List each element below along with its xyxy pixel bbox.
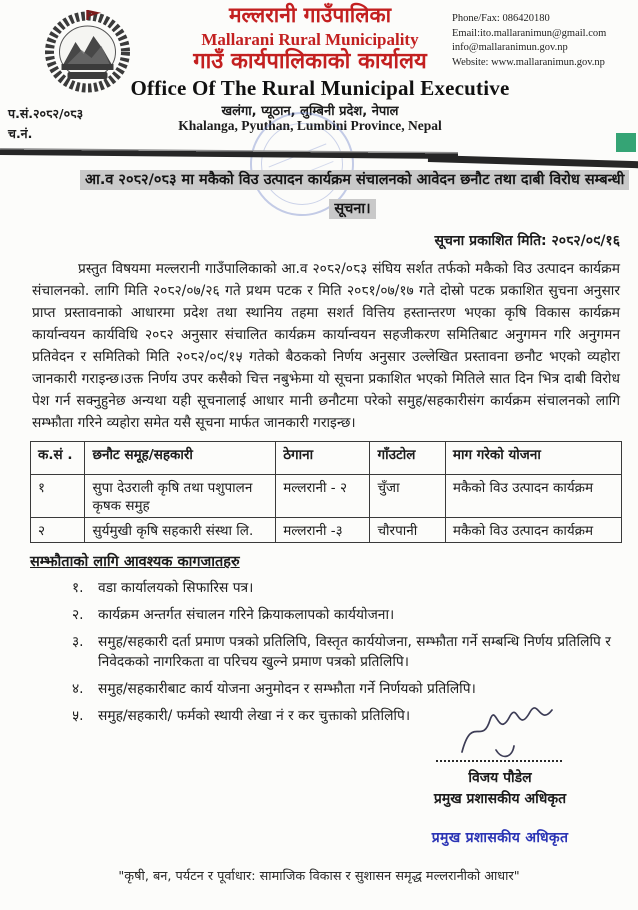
documents-heading: सम्झौताको लागि आवश्यक कागजातहरु xyxy=(30,554,240,570)
list-item-text: कार्यक्रम अन्तर्गत संचालन गरिने क्रियाकलापको कार्ययोजना। xyxy=(98,607,395,623)
address-np: खलंगा, प्यूठान, लुम्बिनी प्रदेश, नेपाल xyxy=(221,104,399,119)
email-primary: Email:ito.mallaranimun@gmail.com xyxy=(452,27,607,39)
municipality-name-np: मल्लरानी गाउँपालिका xyxy=(228,3,392,27)
col-sn: क.सं . xyxy=(31,442,85,475)
list-item-number: ५. xyxy=(72,708,84,724)
table-row xyxy=(31,518,622,543)
list-item-number: ४. xyxy=(72,681,84,697)
cell-group: सुपा देउराली कृषि तथा पशुपालन कृषक समुह xyxy=(85,475,276,518)
cell-group: सुर्यमुखी कृषि सहकारी संस्था लि. xyxy=(85,518,276,543)
office-name-en: Office Of The Rural Municipal Executive xyxy=(130,76,510,100)
website: Website: www.mallaranimun.gov.np xyxy=(452,57,605,69)
list-item-number: २. xyxy=(72,607,84,623)
selection-table-wrap xyxy=(30,441,622,543)
list-item-text: समुह/सहकारी दर्ता प्रमाण पत्रको प्रतिलिपि, विस्तृत कार्ययोजना, सम्झौता गर्ने सम्बन्धि निर्णय प्रतिलिपि र निवेदकको नागरिकता वा परिचय खुल्ने प्रमाण पत्रको प्रतिलिपि। xyxy=(98,634,611,670)
list-item-text: समुह/सहकारी/ फर्मको स्थायी लेखा नं र कर चुक्ताको प्रतिलिपि। xyxy=(98,708,411,724)
ref-number: प.सं.२०८२/०८३ xyxy=(8,106,84,121)
table-row xyxy=(31,475,622,518)
cell-tole: चुँजा xyxy=(370,475,445,518)
signature-dotted-line xyxy=(436,760,562,762)
subject-line xyxy=(80,166,625,224)
col-plan: माग गरेको योजना xyxy=(445,442,621,475)
subject-text: आ.व २०८२/०८३ मा मकैको विउ उत्पादन कार्यक्रम संचालनको आवेदन छनौट तथा दाबी विरोध सम्बन्धी सूचना। xyxy=(80,170,629,219)
footer-slogan: "कृषी, बन, पर्यटन र पूर्वाधार: सामाजिक विकास र सुशासन समृद्ध मल्लरानीको आधार" xyxy=(118,869,520,884)
col-address: ठेगाना xyxy=(276,442,370,475)
serial-number: च.नं. xyxy=(8,126,33,141)
signatory-title: प्रमुख प्रशासकीय अधिकृत xyxy=(433,791,567,807)
cell-plan: मकैको विउ उत्पादन कार्यक्रम xyxy=(445,475,621,518)
table-header-row xyxy=(31,442,622,475)
list-item xyxy=(72,679,620,699)
list-item xyxy=(72,632,620,672)
signatory-name: विजय पौडेल xyxy=(468,770,532,786)
reference-block xyxy=(8,104,83,144)
list-item xyxy=(72,605,620,625)
office-name-np: गाउँ कार्यपालिकाको कार्यालय xyxy=(193,48,427,74)
contact-info xyxy=(452,12,636,71)
col-tole: गाँउटोल xyxy=(370,442,445,475)
list-item-text: समुह/सहकारीबाट कार्य योजना अनुमोदन र सम्झौता गर्ने निर्णयको प्रतिलिपि। xyxy=(98,681,476,697)
header-divider-left xyxy=(0,148,458,159)
signatory-stamp-text: प्रमुख प्रशासकीय अधिकृत xyxy=(431,830,569,846)
phone-fax: Phone/Fax: 086420180 xyxy=(452,13,550,24)
cell-plan: मकैको विउ उत्पादन कार्यक्रम xyxy=(445,518,621,543)
cell-sn: २ xyxy=(31,518,85,543)
cell-address: मल्लरानी -३ xyxy=(276,518,370,543)
list-item-number: ३. xyxy=(72,634,84,650)
published-date: सूचना प्रकाशित मिति: २०८२/०९/१६ xyxy=(434,233,620,249)
cell-tole: चौरपानी xyxy=(370,518,445,543)
address-en: Khalanga, Pyuthan, Lumbini Province, Nepal xyxy=(178,118,442,133)
email-secondary: info@mallaranimun.gov.np xyxy=(452,42,568,54)
cell-address: मल्लरानी - २ xyxy=(276,475,370,518)
list-item xyxy=(72,578,620,598)
list-item-text: वडा कार्यालयको सिफारिस पत्र। xyxy=(98,580,254,596)
list-item-number: १. xyxy=(72,580,84,596)
notice-body: प्रस्तुत विषयमा मल्लरानी गाउँपालिकाको आ.व २०८२/०८३ संघिय सर्शत तर्फको मकैको विउ उत्पादन कार्यक्रम संचालनको. लागि मिति २०८२/०७/२६ गते प्रथम पटक र मिति २०८१/०७/१७ गते दोस्रो पटक प्रकाशित सुचना अनुसार प्राप्त प्रस्तावनाको आधारमा प्रदेश तथा स्थानिय तहमा सशर्त वित्तिय हस्तान्तरण भएका कृषि विकास कार्यक्रम कार्यान्वयन कार्यविधि २०८२ अनुसार संचालित कार्यक्रम कार्यान्वयन सहजीकरण समितिबाट अनुगमन गरि अनुगमन प्रतिवेदन र समितिको मिति २०८२/०९/१५ गतेको बैठकको निर्णय अनुसार उल्लेखित प्रस्तावना छनौट भएको व्यहोरा जानकारी गराइन्छ।उक्त निर्णय उपर कसैको चित्त नबुझेमा यो सूचना प्रकाशित भएको मितिले सात दिन भित्र दाबी विरोध पेश गर्न सक्नुहुनेछ अन्यथा यही सूचनालाई आधार मानी छनौटमा परेको समुह/सहकारीसंग कार्यक्रम संचालनको लागि सम्झौता गरिने व्यहोरा समेत यसै सूचना मार्फत जानकारी गराइन्छ। xyxy=(32,261,620,432)
handwritten-signature xyxy=(452,700,562,762)
col-group: छनौट समूह/सहकारी xyxy=(85,442,276,475)
selection-table xyxy=(30,441,622,543)
cell-sn: १ xyxy=(31,475,85,518)
municipality-name-en: Mallarani Rural Municipality xyxy=(201,29,419,49)
green-stamp-mark xyxy=(616,133,636,152)
